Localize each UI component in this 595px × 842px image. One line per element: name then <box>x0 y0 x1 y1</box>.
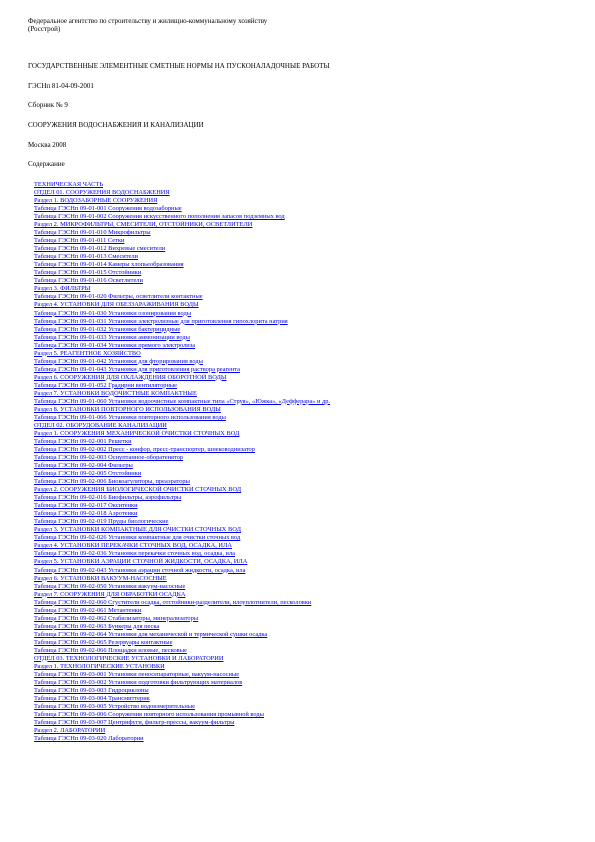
toc-item <box>34 374 590 382</box>
document-title: ГОСУДАРСТВЕННЫЕ ЭЛЕМЕНТНЫЕ СМЕТНЫЕ НОРМЫ НА ПУСКОНАЛАДОЧНЫЕ РАБОТЫ <box>28 62 330 70</box>
toc-link[interactable]: Таблица ГЭСНп 09-03-005 Устройство водоизмерительные <box>34 703 195 711</box>
toc-item <box>34 342 590 350</box>
agency-name: Федеральное агентство по строительству и жилищно-коммунальному хозяйству <box>28 17 268 25</box>
toc-link[interactable]: Раздел 8. УСТАНОВКИ ПОВТОРНОГО ИСПОЛЬЗОВАНИЯ ВОДЫ <box>34 405 221 413</box>
toc-item <box>34 711 590 719</box>
toc-item <box>34 647 590 655</box>
toc-link[interactable]: Таблица ГЭСНп 09-01-032 Установки бактерицидные <box>34 325 181 333</box>
toc-item <box>34 422 590 430</box>
toc-item <box>34 350 590 358</box>
toc-item <box>34 510 590 518</box>
toc-item <box>34 583 590 591</box>
toc-item <box>34 591 590 599</box>
toc-link[interactable]: Таблица ГЭСНп 09-02-003 Оснуптанное-оборатенятор <box>34 454 184 462</box>
toc-link[interactable]: Таблица ГЭСНп 09-02-062 Стабилизаторы, минерализаторы <box>34 614 199 622</box>
toc-item <box>34 599 590 607</box>
toc-item <box>34 398 590 406</box>
toc-link[interactable]: Таблица ГЭСНп 09-01-015 Отстойники <box>34 269 142 277</box>
toc-link[interactable]: Раздел 1. ВОДОЗАБОРНЫЕ СООРУЖЕНИЯ <box>34 197 158 205</box>
toc-item <box>34 478 590 486</box>
toc-link[interactable]: Таблица ГЭСНп 09-01-016 Осветлители <box>34 277 143 285</box>
toc-link[interactable]: Раздел 4. УСТАНОВКИ ДЛЯ ОБЕЗЗАРАЖИВАНИЯ ВОДЫ <box>34 301 199 309</box>
toc-link[interactable]: Таблица ГЭСНп 09-01-014 Камеры хлопьеобразования <box>34 261 184 269</box>
toc-item <box>34 237 590 245</box>
toc-link[interactable]: Таблица ГЭСНп 09-02-005 Отстойники <box>34 470 142 478</box>
toc-item <box>34 615 590 623</box>
toc-item <box>34 253 590 261</box>
toc-link[interactable]: Таблица ГЭСНп 09-02-019 Пруды биологические <box>34 518 169 526</box>
toc-link[interactable]: Раздел 2. ЛАБОРАТОРИИ <box>34 727 106 735</box>
toc-item <box>34 502 590 510</box>
toc-link[interactable]: Таблица ГЭСНп 09-02-066 Площадки иловые, песковые <box>34 646 187 654</box>
toc-item <box>34 189 590 197</box>
toc-item <box>34 631 590 639</box>
toc-item <box>34 181 590 189</box>
toc-item <box>34 534 590 542</box>
toc-link[interactable]: Таблица ГЭСНп 09-01-001 Сооружения водозаборные <box>34 205 182 213</box>
toc-link[interactable]: Таблица ГЭСНп 09-02-026 Установки компактные для очистки сточных вод <box>34 534 241 542</box>
toc-item <box>34 679 590 687</box>
toc-link[interactable]: Таблица ГЭСНп 09-02-016 Биофильтры, аэрофильтры <box>34 494 182 502</box>
toc-item <box>34 462 590 470</box>
toc-item <box>34 293 590 301</box>
toc-link[interactable]: Таблица ГЭСНп 09-01-020 Фильтры, осветлители контактные <box>34 293 203 301</box>
toc-item <box>34 326 590 334</box>
toc-link[interactable]: Раздел 7. УСТАНОВКИ ВОДОЧИСТНЫЕ КОМПАКТНЫЕ <box>34 389 197 397</box>
toc-link[interactable]: Таблица ГЭСНп 09-01-034 Установки прямого электролиза <box>34 341 196 349</box>
toc-link[interactable]: Таблица ГЭСНп 09-01-052 Градирни вентиляторные <box>34 381 178 389</box>
toc-item <box>34 575 590 583</box>
toc-link[interactable]: Раздел 3. УСТАНОВКИ КОМПАКТНЫЕ ДЛЯ ОЧИСТКИ СТОЧНЫХ ВОД <box>34 526 241 534</box>
toc-link[interactable]: Таблица ГЭСНп 09-02-036 Установки перекачки сточных вод, осадка, ила <box>34 550 236 558</box>
toc-item <box>34 687 590 695</box>
toc-link[interactable]: Раздел 7. СООРУЖЕНИЯ ДЛЯ ОБРАБОТКИ ОСАДКА <box>34 590 186 598</box>
toc-link[interactable]: Таблица ГЭСНп 09-02-006 Биокоагуляторы, преаэраторы <box>34 478 190 486</box>
toc-item <box>34 526 590 534</box>
toc-link[interactable]: Таблица ГЭСНп 09-02-061 Метантенки <box>34 606 142 614</box>
toc-item <box>34 623 590 631</box>
toc-link[interactable]: Таблица ГЭСНп 09-02-043 Установки аэрации сточной жидкости, осадка, ила <box>34 566 246 574</box>
toc-link[interactable]: Раздел 3. ФИЛЬТРЫ <box>34 285 91 293</box>
toc-link[interactable]: Таблица ГЭСНп 09-01-011 Сетки <box>34 237 125 245</box>
toc-item <box>34 558 590 566</box>
toc-link[interactable]: ОТДЕЛ 01. СООРУЖЕНИЯ ВОДОСНАБЖЕНИЯ <box>34 189 170 197</box>
toc-link[interactable]: Раздел 1. СООРУЖЕНИЯ МЕХАНИЧЕСКОЙ ОЧИСТКИ СТОЧНЫХ ВОД <box>34 429 240 437</box>
collection-subject: СООРУЖЕНИЯ ВОДОСНАБЖЕНИЯ И КАНАЛИЗАЦИИ <box>28 121 204 129</box>
toc-link[interactable]: Таблица ГЭСНп 09-02-060 Сгустители осадка, отстойники-разделители, илоуплотнители, песколовки <box>34 598 312 606</box>
toc-link[interactable]: Таблица ГЭСНп 09-03-001 Установки пеносепараторные, вакуум-насосные <box>34 670 240 678</box>
agency-block <box>28 17 267 33</box>
agency-short-name: (Росстрой) <box>28 25 61 33</box>
toc-link[interactable]: Таблица ГЭСНп 09-01-030 Установки озонирования воды <box>34 309 192 317</box>
toc-link[interactable]: Таблица ГЭСНп 09-01-012 Вихревые смесители <box>34 245 166 253</box>
toc-item <box>34 446 590 454</box>
toc-item <box>34 550 590 558</box>
toc-link[interactable]: Раздел 5. РЕАГЕНТНОЕ ХОЗЯЙСТВО <box>34 349 141 357</box>
toc-item <box>34 414 590 422</box>
toc-link[interactable]: Таблица ГЭСНп 09-01-031 Установки электролизные для приготовления гипохлорита натрия <box>34 317 288 325</box>
toc-link[interactable]: Таблица ГЭСНп 09-01-066 Установки повторного использования воды <box>34 413 226 421</box>
toc-link[interactable]: Таблица ГЭСНп 09-02-001 Решетки <box>34 438 132 445</box>
toc-link[interactable]: Таблица ГЭСНп 09-03-007 Центрифуги, фильтр-прессы, вакуум-фильтры <box>34 719 235 727</box>
toc-item <box>34 366 590 374</box>
toc-item <box>34 285 590 293</box>
toc-link[interactable]: Таблица ГЭСНп 09-02-064 Установки для механической и термической сушки осадка <box>34 630 268 638</box>
toc-link[interactable]: Таблица ГЭСНп 09-01-033 Установки аммонизации воды <box>34 333 190 341</box>
toc-link[interactable]: Таблица ГЭСНп 09-03-004 Трансмиттерик <box>34 695 150 702</box>
toc-link[interactable]: Таблица ГЭСНп 09-01-002 Сооружения искусственного пополнения запасов подземных вод <box>34 213 285 221</box>
toc-item <box>34 607 590 615</box>
toc-link[interactable]: Таблица ГЭСНп 09-01-060 Установки водоочистные компактные типа «Струя», «Южка», «Дефферара» и др. <box>34 397 331 405</box>
toc-item <box>34 639 590 647</box>
collection-number: Сборник № 9 <box>28 101 68 109</box>
toc-item <box>34 727 590 735</box>
toc-link[interactable]: Таблица ГЭСНп 09-03-002 Установки подготовки фильтрующих материалов <box>34 678 243 686</box>
toc-link[interactable]: Таблица ГЭСНп 09-01-013 Смесители <box>34 253 138 261</box>
toc-item <box>34 655 590 663</box>
toc-link[interactable]: Таблица ГЭСНп 09-03-003 Гидроциклоны <box>34 686 149 694</box>
toc-item <box>34 430 590 438</box>
toc-item <box>34 301 590 309</box>
toc-link[interactable]: Раздел 5. УСТАНОВКИ АЭРАЦИИ СТОЧНОЙ ЖИДКОСТИ, ОСАДКА, ИЛА <box>34 558 248 566</box>
toc-item <box>34 542 590 550</box>
toc-link[interactable]: Таблица ГЭСНп 09-02-002 Пресс - конфор, пресс-транспортер, шнеководнизатор <box>34 446 255 454</box>
toc-item <box>34 334 590 342</box>
toc-item <box>34 213 590 221</box>
toc-item <box>34 221 590 229</box>
toc-link[interactable]: Раздел 4. УСТАНОВКИ ПЕРЕКАЧКИ СТОЧНЫХ ВОД, ОСАДКА, ИЛА <box>34 542 232 550</box>
toc-link[interactable]: Таблица ГЭСНп 09-02-065 Резервуары контактные <box>34 638 173 646</box>
toc-link[interactable]: Таблица ГЭСНп 09-02-017 Окситенки <box>34 502 138 510</box>
toc-link[interactable]: Раздел 2. МИКРОФИЛЬТРЫ, СМЕСИТЕЛИ, ОТСТОЙНИКИ, ОСВЕТЛИТЕЛИ <box>34 221 253 229</box>
toc-item <box>34 735 590 743</box>
toc-item <box>34 245 590 253</box>
toc-link[interactable]: Таблица ГЭСНп 09-01-042 Установки для фторирования воды <box>34 357 203 365</box>
toc-item <box>34 486 590 494</box>
city-year: Москва 2008 <box>28 141 67 149</box>
toc-item <box>34 671 590 679</box>
toc-item <box>34 719 590 727</box>
toc-link[interactable]: Таблица ГЭСНп 09-01-010 Микрофильтры <box>34 229 151 237</box>
toc-link[interactable]: Раздел 6. УСТАНОВКИ ВАКУУМ-НАСОСНЫЕ <box>34 574 167 582</box>
toc-item <box>34 229 590 237</box>
toc-link[interactable]: Раздел 6. СООРУЖЕНИЯ ДЛЯ ОХЛАЖДЕНИЯ ОБОРОТНОЙ ВОДЫ <box>34 373 227 381</box>
toc-item <box>34 310 590 318</box>
toc-link[interactable]: ОТДЕЛ 03. ТЕХНОЛОГИЧЕСКИЕ УСТАНОВКИ И ЛАБОРАТОРИИ <box>34 654 224 662</box>
toc-item <box>34 205 590 213</box>
toc-link[interactable]: Таблица ГЭСНп 09-03-020 Лаборатории <box>34 735 144 743</box>
toc-item <box>34 261 590 269</box>
toc-item <box>34 494 590 502</box>
toc-item <box>34 438 590 446</box>
toc-link[interactable]: Таблица ГЭСНп 09-02-018 Аэротенки <box>34 510 138 518</box>
toc-item <box>34 406 590 414</box>
toc-item <box>34 454 590 462</box>
toc-item <box>34 382 590 390</box>
toc-link[interactable]: ОТДЕЛ 02. ОБОРУДОВАНИЕ КАНАЛИЗАЦИИ <box>34 421 167 429</box>
toc-item <box>34 197 590 205</box>
toc-item <box>34 269 590 277</box>
toc-link[interactable]: Таблица ГЭСНп 09-02-063 Бункеры для песка <box>34 622 160 630</box>
toc-item <box>34 695 590 703</box>
toc-item <box>34 567 590 575</box>
toc-item <box>34 390 590 398</box>
toc-item <box>34 318 590 326</box>
toc-link[interactable]: Таблица ГЭСНп 09-03-006 Сооружения повторного использования промывной воды <box>34 711 264 719</box>
toc-link[interactable]: ТЕХНИЧЕСКАЯ ЧАСТЬ <box>34 181 103 188</box>
toc-link[interactable]: Раздел 2. СООРУЖЕНИЯ БИОЛОГИЧЕСКОЙ ОЧИСТКИ СТОЧНЫХ ВОД <box>34 486 242 494</box>
toc-link[interactable]: Раздел 1. ТЕХНОЛОГИЧЕСКИЕ УСТАНОВКИ <box>34 662 165 670</box>
toc-item <box>34 358 590 366</box>
document-code: ГЭСНп 81-04-09-2001 <box>28 82 94 90</box>
toc-item <box>34 703 590 711</box>
toc-link[interactable]: Таблица ГЭСНп 09-01-043 Установки для приготовления раствора реагента <box>34 365 240 373</box>
toc-item <box>34 277 590 285</box>
toc-item <box>34 518 590 526</box>
toc-item <box>34 470 590 478</box>
table-of-contents <box>34 181 590 743</box>
toc-item <box>34 663 590 671</box>
contents-heading: Содержание <box>28 160 65 168</box>
toc-link[interactable]: Таблица ГЭСНп 09-02-004 Фильтры <box>34 462 133 470</box>
toc-link[interactable]: Таблица ГЭСНп 09-02-050 Установки вакуум-насосные <box>34 582 186 590</box>
